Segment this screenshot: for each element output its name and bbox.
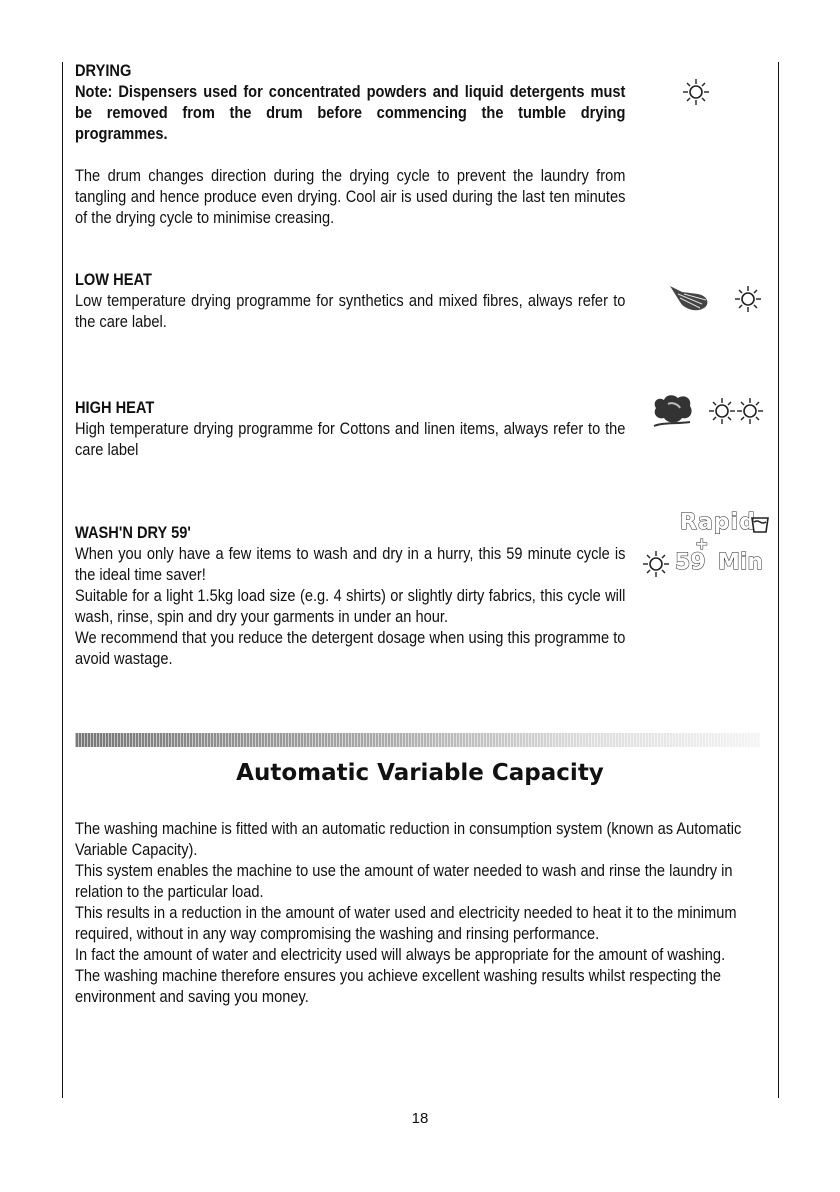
drying-sun-icon [682, 78, 710, 106]
drying-sun-icon [734, 285, 762, 313]
rapid-label: Rapid [680, 510, 756, 535]
wash-dry-paragraph-1: When you only have a few items to wash and dry in a hurry, this 59 minute cycle is the ideal time saver! [75, 544, 626, 584]
high-heat-section [75, 397, 625, 460]
low-heat-body: Low temperature drying programme for synthetics and mixed fibres, always refer to the care label. [75, 291, 626, 331]
wash-dry-paragraph-2: Suitable for a light 1.5kg load size (e.g. 4 shirts) or slightly dirty fabrics, this cycle will wash, rinse, spin and dry your garments in under an hour. [75, 586, 626, 626]
right-margin-rule [778, 62, 779, 1098]
drying-sun-icon [736, 397, 764, 425]
capacity-section [75, 818, 750, 1007]
drying-note: Note: Dispensers used for concentrated powders and liquid detergents must be removed from the drum before commencing the tumble drying programmes. [75, 82, 626, 143]
high-heat-heading: HIGH HEAT [75, 398, 155, 417]
drying-section [75, 60, 625, 228]
synthetic-fibre-icon [668, 282, 712, 316]
section-divider-banner [75, 733, 760, 747]
low-heat-heading: LOW HEAT [75, 270, 152, 289]
capacity-paragraph: In fact the amount of water and electricity used will always be appropriate for the amount of washing. [75, 945, 726, 964]
capacity-paragraph: This results in a reduction in the amount of water used and electricity needed to heat it to the minimum required, without in any way compromising the washing and rinsing performance. [75, 903, 737, 943]
wash-dry-section [75, 522, 625, 669]
capacity-paragraph: The washing machine therefore ensures you achieve excellent washing results whilst respecting the environment and saving you money. [75, 966, 722, 1006]
drying-sun-icon [642, 550, 670, 578]
high-heat-body: High temperature drying programme for Cottons and linen items, always refer to the care label [75, 419, 626, 459]
page-number: 18 [411, 1110, 429, 1127]
capacity-paragraph: This system enables the machine to use the amount of water needed to wash and rinse the laundry in relation to the particular load. [75, 861, 733, 901]
washing-tub-icon [750, 514, 770, 534]
capacity-title: Automatic Variable Capacity [236, 760, 604, 786]
low-heat-section [75, 269, 625, 332]
wash-dry-paragraph-3: We recommend that you reduce the detergent dosage when using this programme to avoid wastage. [75, 628, 626, 668]
plus-label: + [695, 534, 709, 553]
minutes-unit: Min [718, 550, 764, 575]
capacity-paragraph: The washing machine is fitted with an automatic reduction in consumption system (known as Automatic Variable Capacity). [75, 819, 742, 859]
cotton-icon [650, 392, 698, 432]
minutes-number: 59 [675, 550, 706, 575]
wash-dry-heading: WASH'N DRY 59' [75, 523, 191, 542]
drying-sun-icon [708, 397, 736, 425]
drying-heading: DRYING [75, 61, 132, 80]
drying-body: The drum changes direction during the drying cycle to prevent the laundry from tangling and hence produce even drying. Cool air is used during the last ten minutes of the drying cycle to minimise creasing. [75, 166, 626, 227]
left-margin-rule [62, 62, 63, 1098]
